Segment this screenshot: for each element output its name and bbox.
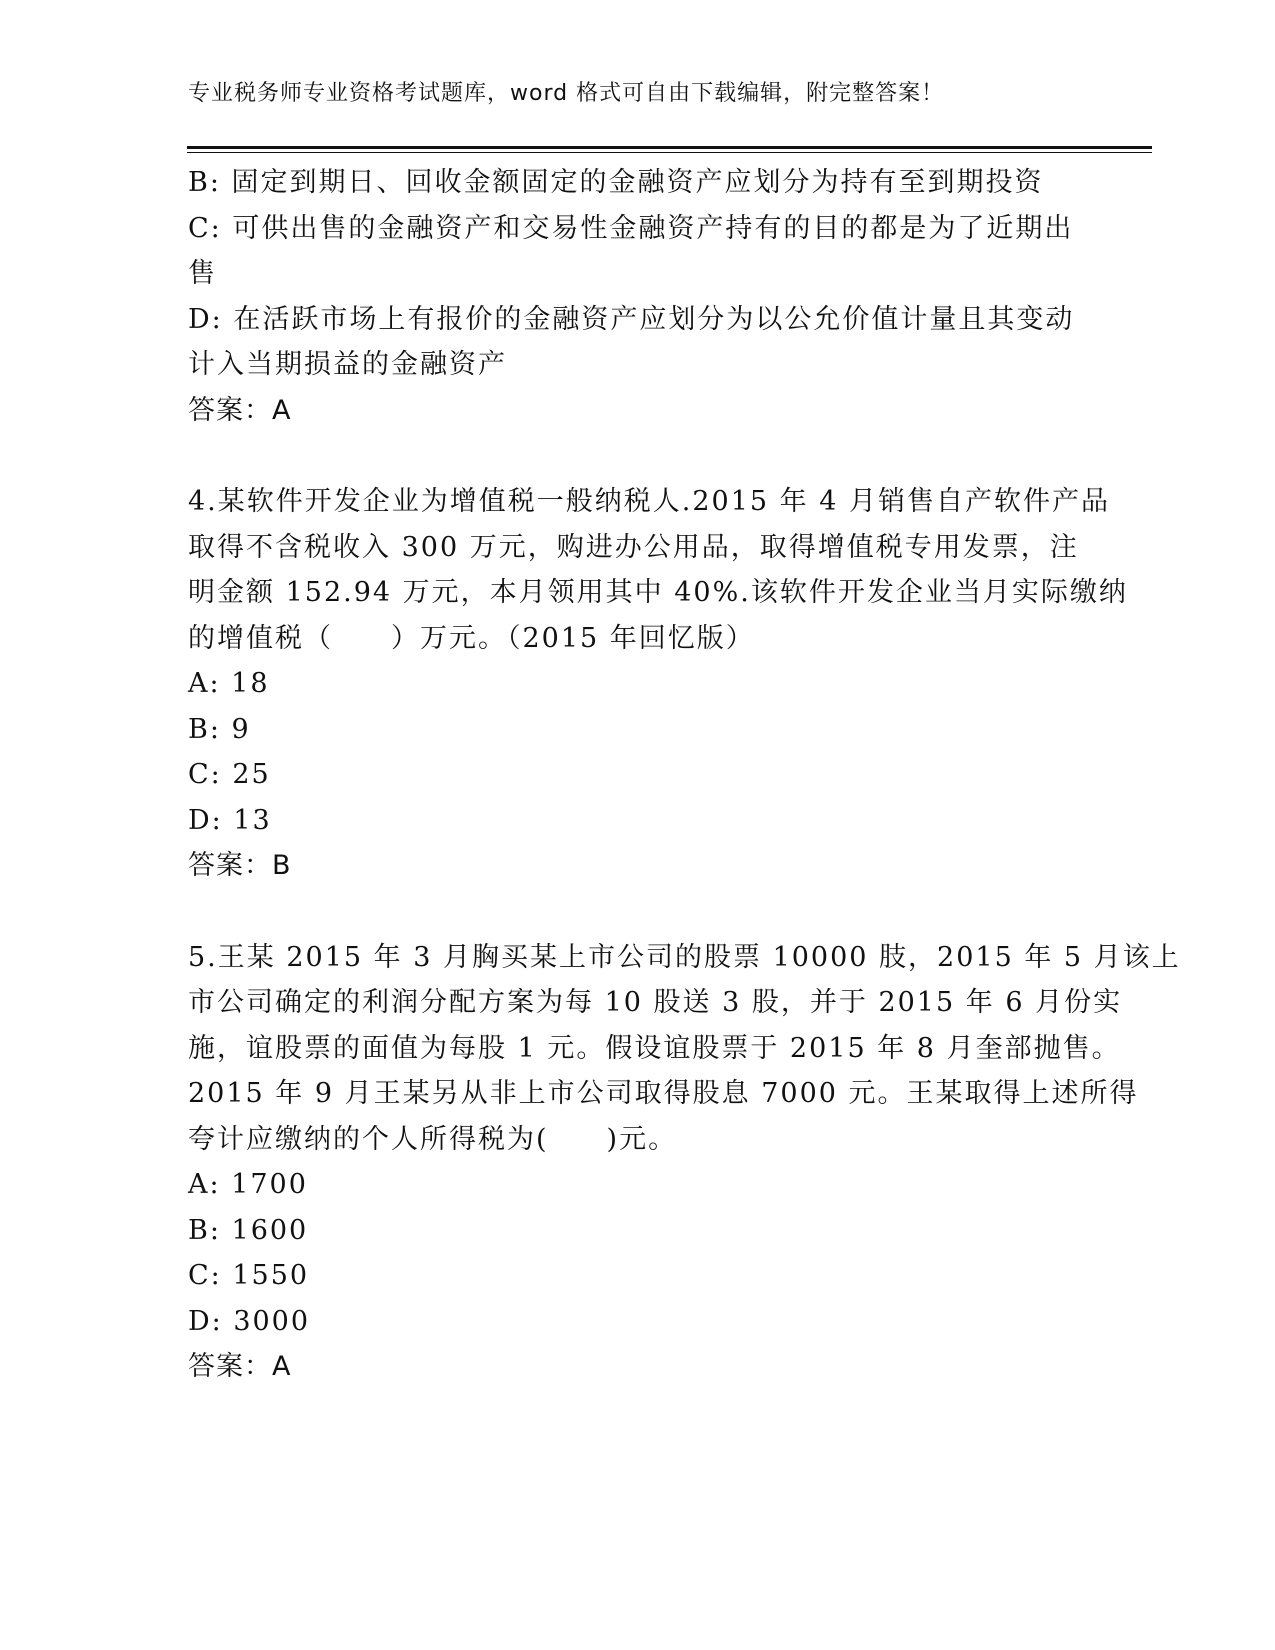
question-3-continued xyxy=(188,160,1088,433)
q4-option-a: A: 18 xyxy=(188,668,270,699)
header-rule-thin xyxy=(187,152,1152,153)
document-body xyxy=(188,160,1181,1390)
q5-stem-line5: 夸计应缴纳的个人所得税为( )元。 xyxy=(188,1123,678,1155)
q5-option-d: D: 3000 xyxy=(188,1305,311,1337)
q5-stem-line2: 市公司确定的利润分配方案为每 10 股送 3 股，并于 2015 年 6 月份实 xyxy=(188,987,1123,1018)
q5-option-b: B: 1600 xyxy=(188,1214,309,1246)
q3-answer: 答案：A xyxy=(188,394,292,426)
q3-option-c-line1: C: 可供出售的金融资产和交易性金融资产持有的目的都是为了近期出 xyxy=(188,212,1074,244)
q4-stem-line2: 取得不含税收入 300 万元，购进办公用品，取得增值税专用发票，注 xyxy=(188,531,1079,563)
q4-stem-line1: 4.某软件开发企业为增值税一般纳税人.2015 年 4 月销售自产软件产品 xyxy=(188,486,1110,517)
q4-stem-line4: 的增值税（ ）万元。（2015 年回忆版） xyxy=(188,622,755,654)
q5-stem-line3: 施，谊股票的面值为每股 1 元。假设谊股票于 2015 年 8 月奎部抛售。 xyxy=(188,1032,1121,1064)
question-4 xyxy=(188,479,1128,889)
q5-option-c: C: 1550 xyxy=(188,1260,310,1291)
question-5 xyxy=(188,935,1181,1390)
q5-stem-line4: 2015 年 9 月王某另从非上市公司取得股息 7000 元。王某取得上述所得 xyxy=(188,1078,1139,1109)
header-rule-thick xyxy=(187,146,1152,149)
q4-option-b: B: 9 xyxy=(188,713,251,745)
q3-option-d-line1: D: 在活跃市场上有报价的金融资产应划分为以公允价值计量且其变动 xyxy=(188,303,1075,335)
spacer xyxy=(188,433,1088,479)
q5-answer: 答案：A xyxy=(188,1351,292,1382)
q5-stem-line1: 5.王某 2015 年 3 月胸买某上市公司的股票 10000 肢，2015 年 5 月该上 xyxy=(188,941,1181,973)
q3-option-c-line2: 售 xyxy=(188,258,217,289)
q5-option-a: A: 1700 xyxy=(188,1169,308,1200)
page-header: 专业税务师专业资格考试题库，word 格式可自由下载编辑，附完整答案！ xyxy=(188,81,945,106)
q3-option-b: B: 固定到期日、回收金额固定的金融资产应划分为持有至到期投资 xyxy=(188,167,1044,198)
q4-answer: 答案：B xyxy=(188,850,292,881)
q3-option-d-line2: 计入当期损益的金融资产 xyxy=(188,349,507,380)
q4-option-d: D: 13 xyxy=(188,804,272,836)
spacer xyxy=(188,889,1088,935)
q4-stem-line3: 明金额 152.94 万元，本月领用其中 40%.该软件开发企业当月实际缴纳 xyxy=(188,577,1128,608)
q4-option-c: C: 25 xyxy=(188,759,271,790)
